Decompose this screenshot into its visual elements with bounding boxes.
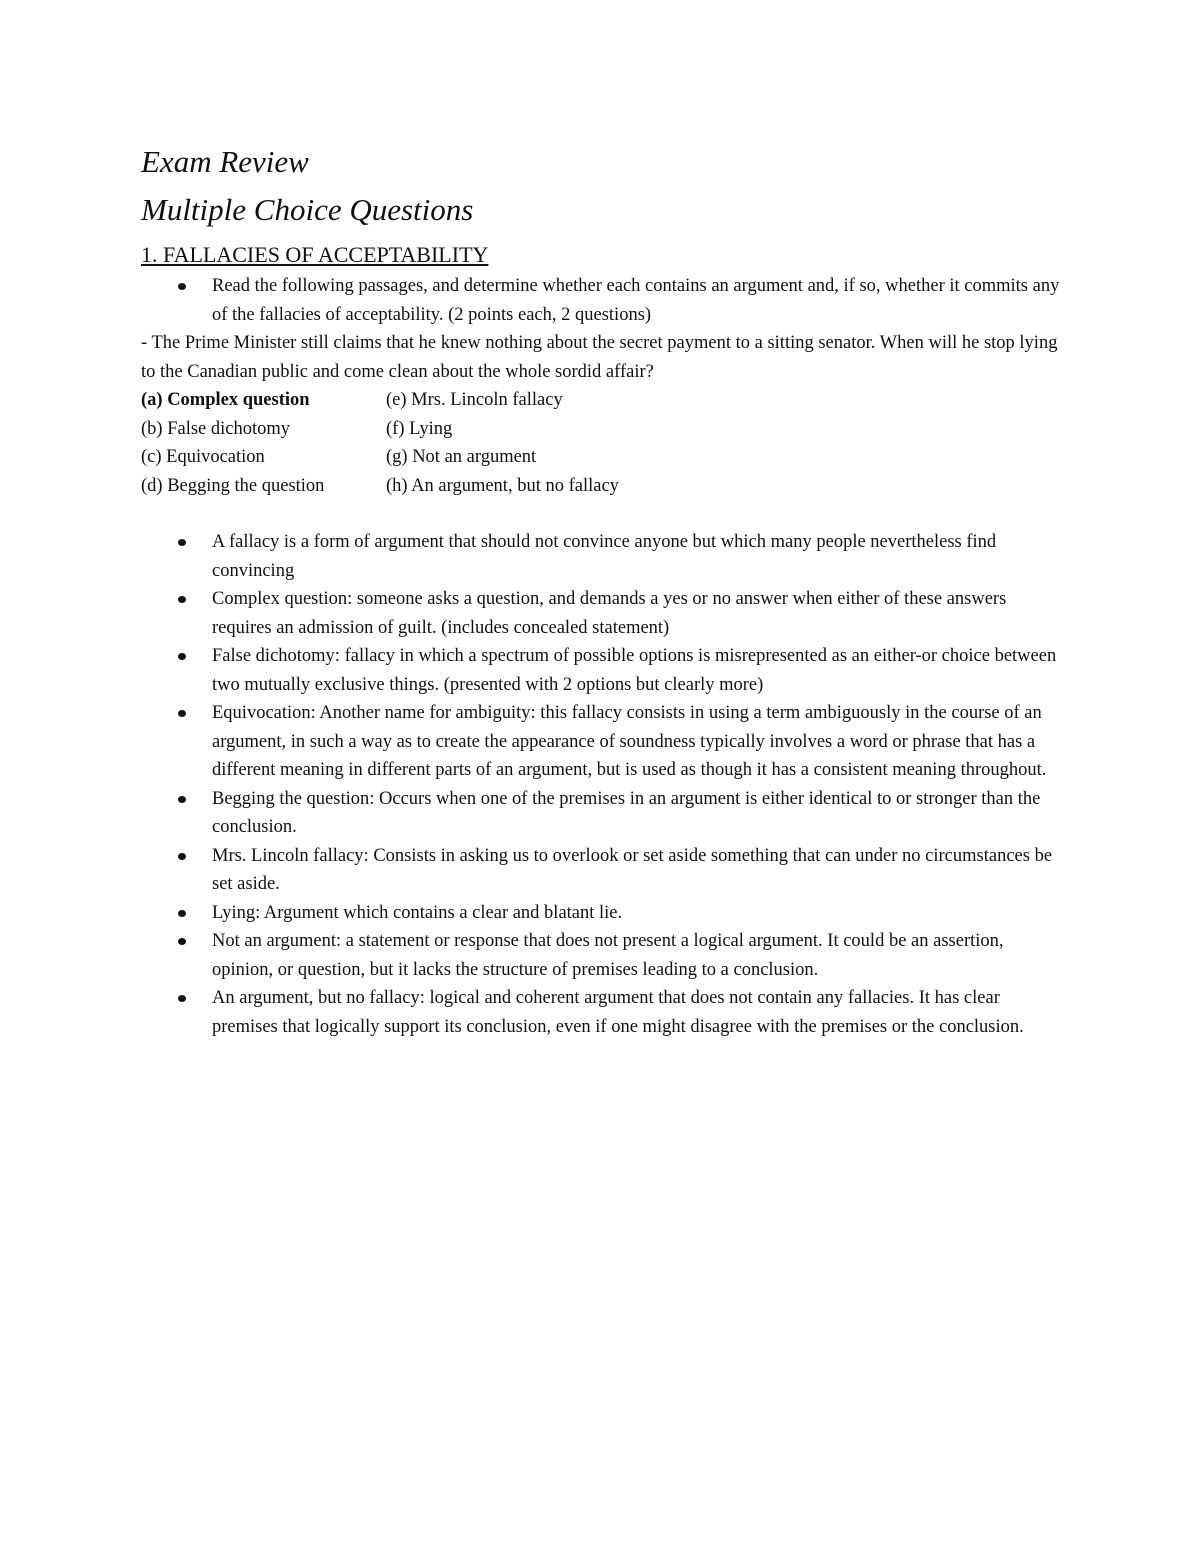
instructions-text: Read the following passages, and determine whether each contains an argument and, if so, whether it commits any of the fallacies of acceptability. (2 points each, 2 questions) [212,276,1060,325]
definition-item [141,927,1061,984]
option-row [141,472,1061,501]
bullet-icon [178,283,186,290]
definition-item [141,984,1061,1041]
definition-text: Complex question: someone asks a question, and demands a yes or no answer when either of these answers requires an admission of guilt. (includes concealed statement) [212,589,1007,638]
option-a: (a) Complex question [141,390,310,410]
bullet-icon [178,710,186,717]
spacer [141,500,1061,528]
definitions-list [141,528,1061,1041]
definition-item [141,785,1061,842]
definition-text: Begging the question: Occurs when one of the premises in an argument is either identical to or stronger than the conclusion. [212,788,1041,837]
document-content [141,138,1061,1041]
definition-item [141,842,1061,899]
instructions-item [141,272,1061,329]
document-title: Exam Review [141,144,309,179]
definition-item [141,899,1061,928]
instructions-list [141,272,1061,329]
bullet-icon [178,796,186,803]
bullet-icon [178,596,186,603]
bullet-icon [178,910,186,917]
definition-text: Lying: Argument which contains a clear and blatant lie. [212,902,623,923]
option-b: (b) False dichotomy [141,418,291,439]
bullet-icon [178,853,186,860]
option-row [141,386,1061,415]
document-subtitle: Multiple Choice Questions [141,192,474,227]
definition-text: A fallacy is a form of argument that should not convince anyone but which many people nevertheless find convincing [212,532,997,581]
bullet-icon [178,653,186,660]
option-c: (c) Equivocation [141,447,265,467]
section-heading: 1. FALLACIES OF ACCEPTABILITY [141,242,489,267]
option-g: (g) Not an argument [386,447,537,467]
bullet-icon [178,539,186,546]
definition-text: False dichotomy: fallacy in which a spectrum of possible options is misrepresented as an either-or choice between two mutually exclusive things. (presented with 2 options but clearly more) [212,646,1057,695]
definition-item [141,528,1061,585]
definition-text: Not an argument: a statement or response that does not present a logical argument. It could be an assertion, opinion, or question, but it lacks the structure of premises leading to a conclusion. [212,931,1004,980]
option-row [141,443,1061,472]
definition-text: Mrs. Lincoln fallacy: Consists in asking us to overlook or set aside something that can under no circumstances be set aside. [212,845,1053,894]
option-h: (h) An argument, but no fallacy [386,475,619,496]
definition-item [141,642,1061,699]
option-f: (f) Lying [386,418,453,439]
answer-options [141,386,1061,500]
definition-item [141,699,1061,785]
definition-text: An argument, but no fallacy: logical and coherent argument that does not contain any fallacies. It has clear premises that logically support its conclusion, even if one might disagree with the premises or the conclusion. [212,988,1024,1037]
question-passage: - The Prime Minister still claims that he knew nothing about the secret payment to a sitting senator. When will he stop lying to the Canadian public and come clean about the whole sordid affair? [141,333,1058,382]
bullet-icon [178,995,186,1002]
option-row [141,415,1061,444]
definition-text: Equivocation: Another name for ambiguity: this fallacy consists in using a term ambiguously in the course of an argument, in such a way as to create the appearance of soundness typically involves a word or phrase that has a different meaning in different parts of an argument, but is used as though it has a consistent meaning throughout. [212,703,1047,780]
definition-item [141,585,1061,642]
option-d: (d) Begging the question [141,475,325,496]
option-e: (e) Mrs. Lincoln fallacy [386,390,563,410]
bullet-icon [178,938,186,945]
